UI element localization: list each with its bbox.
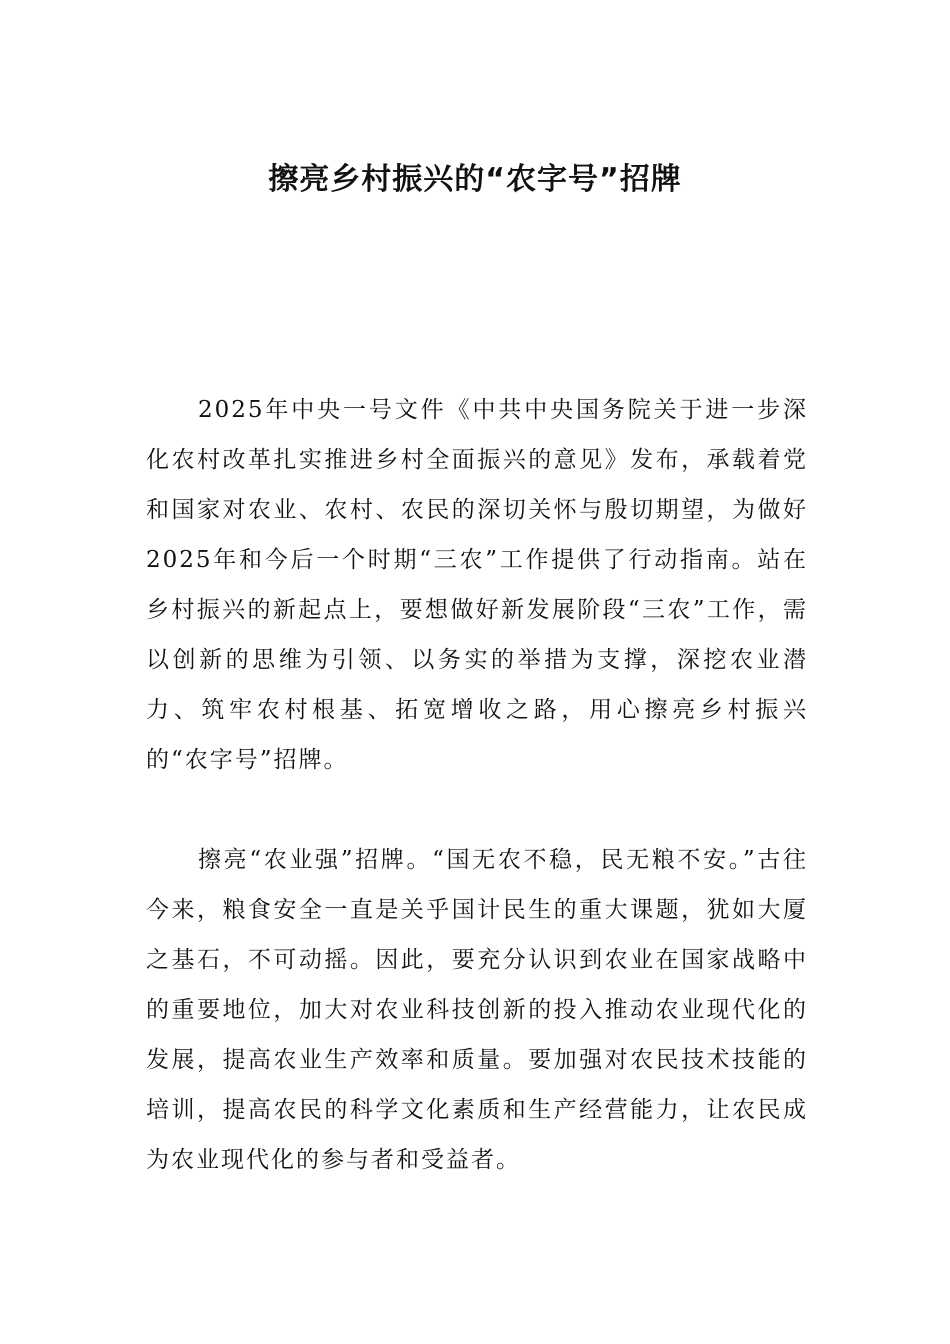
paragraph-intro: 2025年中央一号文件《中共中央国务院关于进一步深化农村改革扎实推进乡村全面振兴的意见》发布，承载着党和国家对农业、农村、农民的深切关怀与殷切期望，为做好2025年和今后一个时期“三农”工作提供了行动指南。站在乡村振兴的新起点上，要想做好新发展阶段“三农”工作，需以创新的思维为引领、以务实的举措为支撑，深挖农业潜力、筑牢农村根基、拓宽增收之路，用心擦亮乡村振兴的“农字号”招牌。 [146,397,808,773]
paragraph-agriculture-strong: 擦亮“农业强”招牌。“国无农不稳，民无粮不安。”古往今来，粮食安全一直是关乎国计民生的重大课题，犹如大厦之基石，不可动摇。因此，要充分认识到农业在国家战略中的重要地位，加大对农业科技创新的投入推动农业现代化的发展，提高农业生产效率和质量。要加强对农民技术技能的培训，提高农民的科学文化素质和生产经营能力，让农民成为农业现代化的参与者和受益者。 [146,847,808,1173]
document-title: 擦亮乡村振兴的“农字号”招牌 [268,162,682,197]
